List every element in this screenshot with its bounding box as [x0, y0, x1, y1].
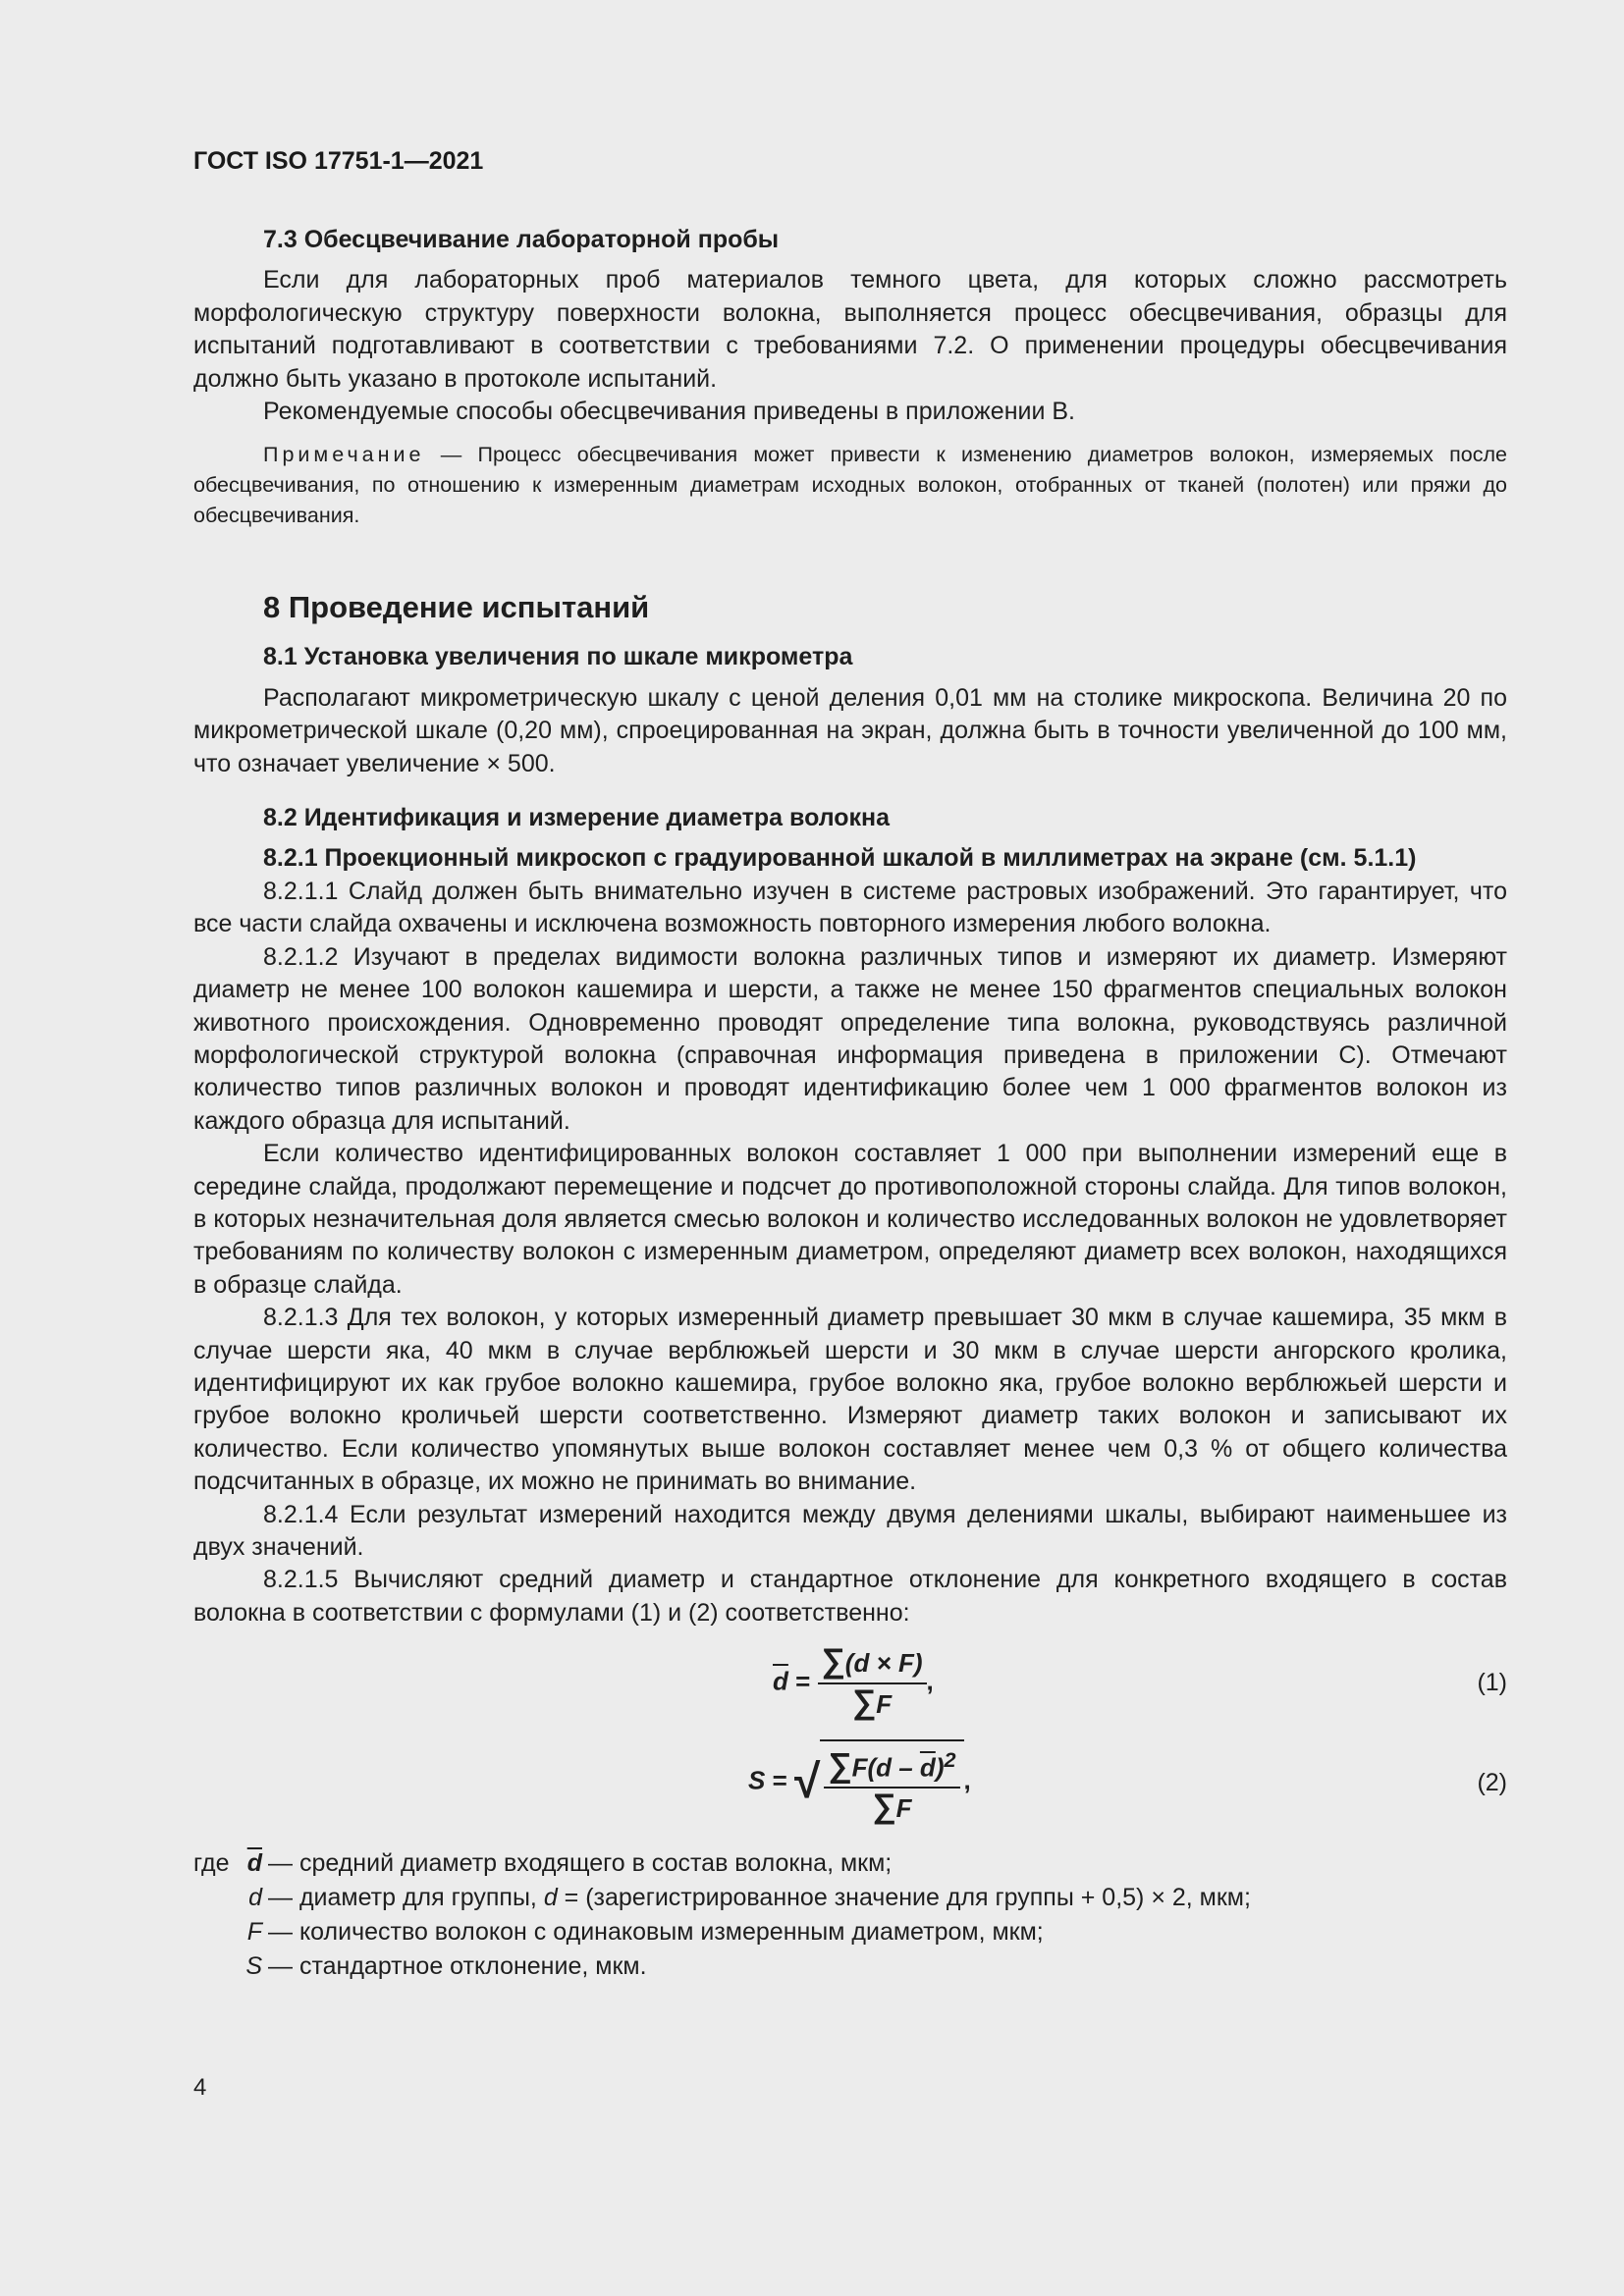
paragraph-8-2-1-5: 8.2.1.5 Вычисляют средний диаметр и стандартное отклонение для конкретного входящего в состав волокна в соответствии с формулами (1) и (2) соответственно: [193, 1566, 1507, 1627]
definition-d-symbol: d [248, 1884, 262, 1912]
formula-2-equals: = [765, 1765, 794, 1795]
section-7-3-note [193, 440, 1507, 531]
formula-1-num-text: (d × F) [844, 1648, 923, 1679]
sigma-symbol: ∑ [828, 1746, 852, 1785]
formula-1-numerator [818, 1642, 927, 1683]
formula-1 [193, 1642, 1507, 1724]
section-8-title: 8 Проведение испытаний [263, 590, 650, 625]
paragraph-8-2-1-2-continued: Если количество идентифицированных волокон составляет 1 000 при выполнении измерений еще в середине слайда, продолжают перемещение и подсчет до противоположной стороны слайда. Для типов волокон, в которых незначительная доля является смесью волокон и количество исследованных волокон не удовлетворяет требованиям по количеству волокон с измеренным диаметром, определяют диаметр всех волокон, находящихся в образце слайда. [193, 1140, 1507, 1299]
definition-d-bar [193, 1847, 1507, 1882]
page-number: 4 [193, 2074, 207, 2101]
definition-F [193, 1916, 1507, 1950]
definition-S [193, 1950, 1507, 1985]
section-7-3-title: 7.3 Обесцвечивание лабораторной пробы [263, 226, 780, 253]
formula-1-comma: , [926, 1666, 934, 1696]
formula-2-comma: , [963, 1765, 971, 1795]
formula-2-denominator [824, 1789, 959, 1825]
formula-2-expression [748, 1739, 971, 1825]
formula-2 [193, 1739, 1507, 1826]
formula-1-denominator [818, 1684, 927, 1721]
definition-S-text: — стандартное отклонение, мкм. [268, 1952, 647, 1981]
section-8-2-1-title: 8.2.1 Проекционный микроскоп с градуированной шкалой в миллиметрах на экране (см. 5.1.1) [263, 844, 1417, 873]
sigma-symbol: ∑ [872, 1788, 896, 1826]
sqrt-symbol: √ [793, 1756, 821, 1809]
formula-1-lhs: $\overline{d}$ [773, 1666, 788, 1696]
page-content [193, 224, 1507, 1985]
section-7-3-paragraph-2: Рекомендуемые способы обесцвечивания приведены в приложении В. [263, 398, 1075, 426]
definitions-list [193, 1847, 1507, 1985]
formula-1-number: (1) [1477, 1669, 1507, 1697]
definition-d-bar-text: — средний диаметр входящего в состав волокна, мкм; [268, 1849, 893, 1878]
paragraph-8-2-1-1: 8.2.1.1 Слайд должен быть внимательно изучен в системе растровых изображений. Это гарантирует, что все части слайда охвачены и исключена возможность повторного измерения любого волокна. [193, 877, 1507, 938]
formula-2-fraction [824, 1743, 959, 1825]
formula-2-num-a: F(d – [851, 1752, 920, 1783]
formula-2-num-b: ) [935, 1752, 945, 1783]
definition-d-text-var: d [543, 1884, 558, 1912]
definition-lead-word: где [193, 1849, 230, 1878]
document-header: ГОСТ ISO 17751-1—2021 [193, 147, 484, 175]
definition-F-symbol: F [246, 1918, 262, 1947]
definition-d-bar-symbol: $\overline{d}$ [246, 1849, 262, 1878]
formula-2-num-bar: $\overline{d}$ [919, 1752, 936, 1783]
section-8-2-title: 8.2 Идентификация и измерение диаметра волокна [263, 804, 891, 832]
note-label: Примечание [263, 443, 425, 467]
definition-S-symbol: S [245, 1952, 262, 1981]
formula-1-den-text: F [876, 1688, 893, 1719]
formula-2-exponent: 2 [944, 1747, 956, 1773]
note-text: — Процесс обесцвечивания может привести к изменению диаметров волокон, измеряемых после обесцвечивания, по отношению к измеренным диаметрам исходных волокон, отобранных от тканей (полотен) или пряжи до обесцвечивания. [193, 443, 1507, 528]
definition-d-text-b: = (зарегистрированное значение для группы + 0,5) × 2, мкм; [557, 1884, 1251, 1912]
formula-2-lhs: S [748, 1765, 766, 1795]
definition-d [193, 1882, 1507, 1916]
paragraph-8-2-1-3: 8.2.1.3 Для тех волокон, у которых измеренный диаметр превышает 30 мкм в случае кашемира, 35 мкм в случае шерсти яка, 40 мкм в случае верблюжьей шерсти и 30 мкм в случае шерсти ангорского кролика, идентифицируют их как грубое волокно кашемира, грубое волокно яка, грубое волокно верблюжьей шерсти и грубое волокно кроличьей шерсти соответственно. Измеряют диаметр таких волокон и записывают их количество. Если количество упомянутых выше волокон составляет менее чем 0,3 % от общего количества подсчитанных в образце, их можно не принимать во внимание. [193, 1304, 1507, 1496]
formula-2-numerator [824, 1743, 959, 1789]
definition-d-text-a: — диаметр для группы, [268, 1884, 544, 1912]
formula-1-fraction [818, 1642, 927, 1721]
section-7-3-paragraph-1: Если для лабораторных проб материалов темного цвета, для которых сложно рассмотреть морфологическую структуру поверхности волокна, выполняется процесс обесцвечивания, образцы для испытаний подготавливают в соответствии с требованиями 7.2. О применении процедуры обесцвечивания должно быть указано в протоколе испытаний. [193, 266, 1507, 393]
section-8-1-paragraph: Располагают микрометрическую шкалу с ценой деления 0,01 мм на столике микроскопа. Величина 20 по микрометрической шкале (0,20 мм), спроецированная на экран, должна быть в точности увеличенной до 100 мм, что означает увеличение × 500. [193, 683, 1507, 777]
formula-1-expression [773, 1642, 934, 1721]
sigma-symbol: ∑ [821, 1642, 845, 1681]
paragraph-8-2-1-4: 8.2.1.4 Если результат измерений находится между двумя делениями шкалы, выбирают наименьшее из двух значений. [193, 1500, 1507, 1561]
formula-2-den-text: F [895, 1793, 912, 1824]
sigma-symbol: ∑ [851, 1682, 877, 1721]
paragraph-8-2-1-2: 8.2.1.2 Изучают в пределах видимости волокна различных типов и измеряют их диаметр. Измеряют диаметр не менее 100 волокон кашемира и шерсти, а также не менее 150 фрагментов специальных волокон животного происхождения. Одновременно проводят определение типа волокна, руководствуясь различной морфологической структурой волокна (справочная информация приведена в приложении С). Отмечают количество типов различных волокон и проводят идентификацию более чем 1 000 фрагментов волокон из каждого образца для испытаний. [193, 942, 1507, 1135]
formula-2-number: (2) [1477, 1769, 1507, 1797]
section-8-1-title: 8.1 Установка увеличения по шкале микрометра [263, 643, 853, 671]
formula-2-root-body [820, 1739, 963, 1825]
definition-F-text: — количество волокон с одинаковым измеренным диаметром, мкм; [268, 1918, 1044, 1947]
formula-2-root [794, 1739, 964, 1825]
formula-1-equals: = [787, 1666, 818, 1696]
